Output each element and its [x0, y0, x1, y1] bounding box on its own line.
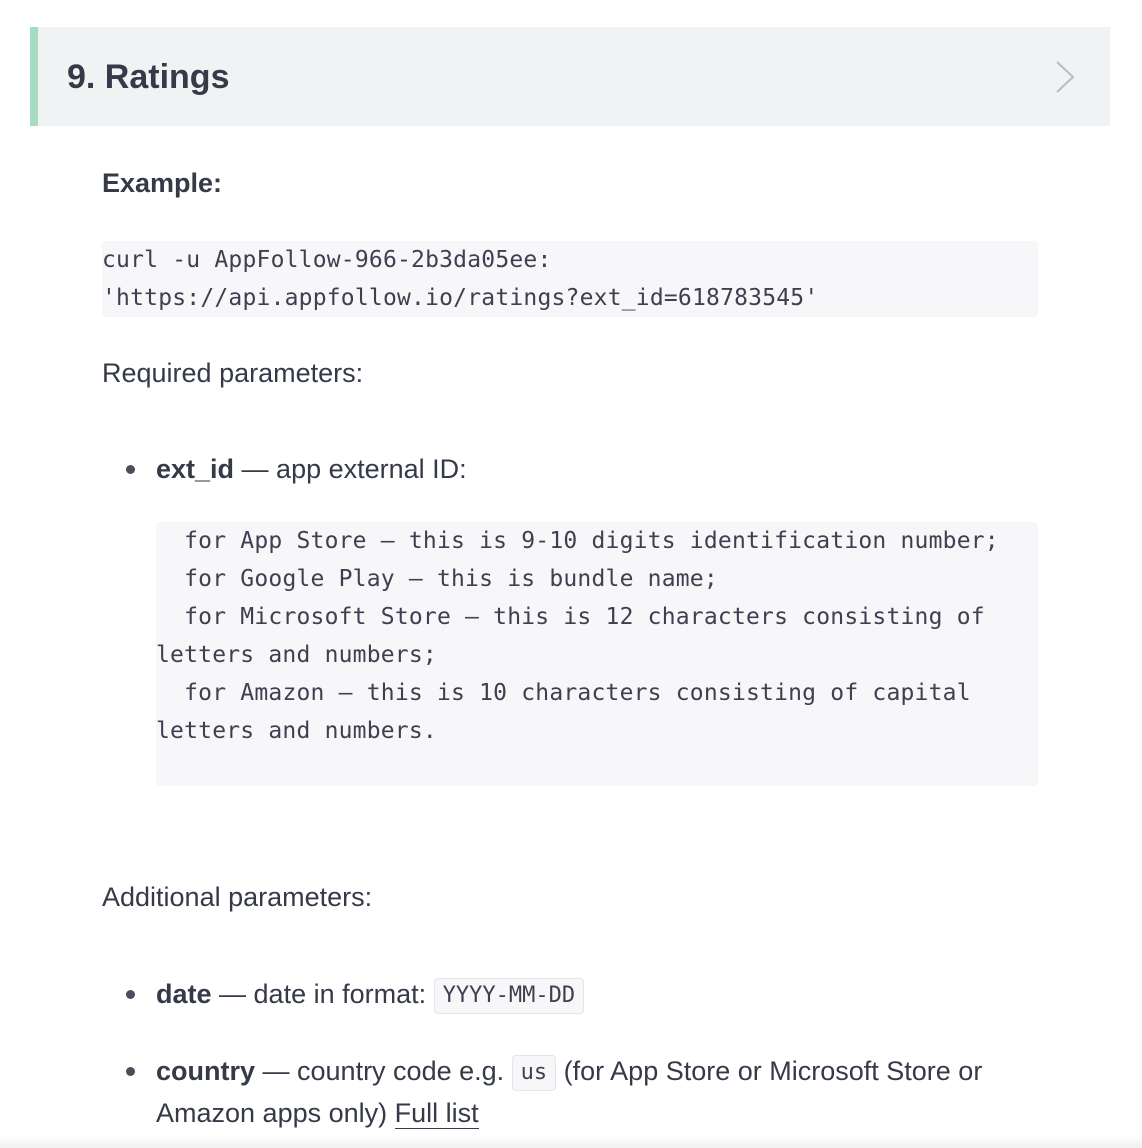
param-description: — date in format:: [211, 979, 434, 1009]
param-country: [156, 1050, 1038, 1134]
param-name: date: [156, 979, 212, 1009]
additional-parameters-heading: Additional parameters:: [102, 882, 373, 912]
section-header-ratings[interactable]: [30, 27, 1110, 126]
example-label: Example:: [102, 168, 223, 198]
ext-id-code-block: for App Store — this is 9-10 digits identification number; for Google Play — this is bundle name; for Microsoft Store — this is 12 characters consisting of letters and numbers; for Amazon — this is 10 characters consisting of capital letters and numbers.: [156, 522, 1038, 786]
bottom-edge-shadow: [0, 1136, 1142, 1148]
required-parameters-heading: Required parameters:: [102, 358, 364, 388]
param-name: ext_id: [156, 454, 235, 484]
param-date: [156, 973, 1038, 1015]
param-description-after: (for App Store or Microsoft Store or Amazon apps only): [156, 1056, 983, 1128]
bullet-icon: [126, 465, 135, 474]
full-list-link[interactable]: Full list: [394, 1098, 479, 1128]
param-description: — country code e.g.: [255, 1056, 512, 1086]
curl-example-code: curl -u AppFollow-966-2b3da05ee: 'https://api.appfollow.io/ratings?ext_id=618783545': [102, 241, 1038, 317]
chevron-right-icon[interactable]: [1048, 60, 1082, 94]
param-description: — app external ID:: [234, 454, 467, 484]
param-ext-id: [156, 448, 1038, 490]
date-format-code: YYYY-MM-DD: [434, 978, 584, 1014]
bullet-icon: [126, 990, 135, 999]
section-title: 9. Ratings: [67, 58, 230, 96]
bullet-icon: [126, 1067, 135, 1076]
country-example-code: us: [512, 1055, 557, 1091]
param-name: country: [156, 1056, 256, 1086]
